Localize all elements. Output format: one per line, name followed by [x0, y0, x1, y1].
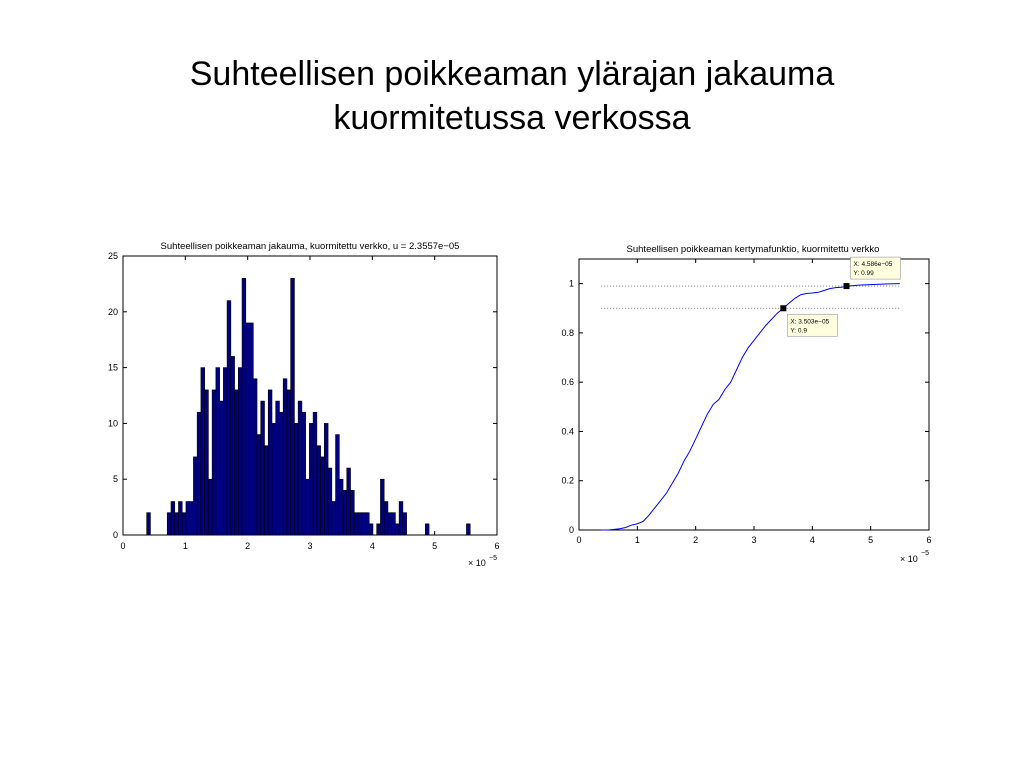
- histogram-bar: [399, 502, 403, 535]
- histogram-bar: [317, 446, 321, 535]
- histogram-bar: [175, 513, 179, 535]
- cdf-x-scale-base: × 10: [900, 554, 918, 564]
- histogram-bar: [279, 412, 283, 535]
- cdf-plot-area: [579, 259, 929, 530]
- histogram-bar: [242, 278, 246, 535]
- histogram-bar: [212, 390, 216, 535]
- histogram-bar: [190, 502, 194, 535]
- histogram-bar: [186, 502, 190, 535]
- cdf-datatip-marker[interactable]: [844, 283, 850, 289]
- histogram-bar: [216, 368, 220, 535]
- histogram-bar: [328, 468, 332, 535]
- cdf-y-tick-label: 0.4: [561, 426, 574, 437]
- histogram-bar: [287, 390, 291, 535]
- cdf-y-tick-label: 0.2: [561, 475, 574, 486]
- cdf-x-tick-label: 6: [926, 535, 932, 545]
- cdf-y-tick-label: 0.8: [561, 327, 574, 338]
- histogram-bar: [223, 368, 227, 535]
- histogram-bar: [347, 468, 351, 535]
- cdf-datatip-x-label: X: 3.503e−05: [790, 318, 830, 326]
- histogram-bar: [354, 513, 358, 535]
- histogram-bar: [358, 513, 362, 535]
- histogram-bar: [365, 513, 369, 535]
- histogram-bar: [324, 423, 328, 535]
- cdf-y-tick-label: 0.6: [561, 377, 574, 388]
- histogram-bar: [147, 513, 151, 535]
- histogram-bar: [466, 524, 470, 535]
- histogram-bar: [208, 479, 212, 535]
- cdf-y-tick-label: 1: [568, 278, 574, 289]
- histogram-bar: [276, 401, 280, 535]
- histogram-bar: [384, 502, 388, 535]
- histogram-bar: [197, 412, 201, 535]
- histogram-bar: [201, 368, 205, 535]
- histogram-bar: [332, 502, 336, 535]
- histogram-bar: [369, 524, 373, 535]
- histogram-bar: [343, 490, 347, 535]
- histogram-bar: [227, 301, 231, 535]
- histogram-bar: [291, 278, 295, 535]
- histogram-bar: [313, 412, 317, 535]
- histogram-bar: [362, 513, 366, 535]
- histogram-bar: [403, 513, 407, 535]
- cdf-y-tick-label: 0: [568, 525, 574, 535]
- histogram-bar: [178, 502, 182, 535]
- cdf-datatip-x-label: X: 4.586e−05: [853, 261, 893, 269]
- histogram-x-tick-label: 5: [432, 541, 438, 551]
- cdf-datatip-y-label: Y: 0.99: [853, 270, 874, 278]
- cdf-datatip-y-label: Y: 0.9: [790, 327, 807, 335]
- histogram-x-tick-label: 4: [369, 541, 375, 551]
- cdf-x-tick-label: 2: [693, 535, 699, 545]
- histogram-bar: [246, 323, 250, 535]
- histogram-bar: [264, 446, 268, 535]
- histogram-bar: [182, 513, 186, 535]
- histogram-bar: [171, 502, 175, 535]
- histogram-bar: [283, 379, 287, 535]
- histogram-y-tick-label: 0: [112, 530, 118, 540]
- histogram-x-tick-label: 3: [307, 541, 313, 551]
- histogram-bar: [193, 457, 197, 535]
- histogram-y-tick-label: 20: [107, 306, 118, 317]
- cdf-x-tick-label: 1: [634, 535, 640, 545]
- cdf-x-tick-label: 5: [868, 535, 874, 545]
- histogram-x-scale-exponent: −5: [489, 555, 497, 562]
- histogram-bar: [257, 435, 261, 535]
- histogram-y-tick-label: 5: [112, 474, 118, 485]
- cdf-x-tick-label: 0: [576, 535, 582, 545]
- histogram-bar: [298, 401, 302, 535]
- histogram-x-tick-label: 2: [245, 541, 251, 551]
- histogram-bar: [235, 390, 239, 535]
- histogram-bar: [336, 435, 340, 535]
- histogram-chart: [108, 241, 500, 568]
- histogram-bar: [309, 423, 313, 535]
- histogram-title: Suhteellisen poikkeaman jakauma, kuormitettu verkko, u = 2.3557e−05: [160, 241, 460, 252]
- histogram-bar: [351, 490, 355, 535]
- histogram-bar: [220, 401, 224, 535]
- histogram-bar: [395, 524, 399, 535]
- histogram-y-tick-label: 15: [107, 362, 118, 373]
- cdf-x-tick-label: 4: [809, 535, 815, 545]
- histogram-x-tick-label: 6: [494, 541, 500, 551]
- histogram-y-tick-label: 10: [107, 418, 118, 429]
- histogram-bar: [302, 412, 306, 535]
- histogram-bar: [425, 524, 429, 535]
- cdf-x-tick-label: 3: [751, 535, 757, 545]
- histogram-y-tick-label: 25: [107, 251, 118, 261]
- histogram-bar: [238, 368, 242, 535]
- histogram-bar: [261, 401, 265, 535]
- histogram-bar: [231, 356, 235, 535]
- histogram-bar: [294, 423, 298, 535]
- histogram-bar: [268, 390, 272, 535]
- histogram-bar: [377, 524, 381, 535]
- histogram-bar: [321, 457, 325, 535]
- histogram-bar: [306, 479, 310, 535]
- cdf-title: Suhteellisen poikkeaman kertymafunktio, kuormitettu verkko: [626, 244, 880, 255]
- histogram-x-tick-label: 0: [120, 541, 126, 551]
- histogram-bar: [253, 379, 257, 535]
- cdf-chart: [561, 244, 931, 564]
- histogram-x-scale-base: × 10: [468, 558, 486, 568]
- cdf-x-scale-exponent: −5: [921, 550, 929, 557]
- histogram-bar: [250, 323, 254, 535]
- histogram-bar: [380, 479, 384, 535]
- histogram-bar: [339, 479, 343, 535]
- histogram-x-tick-label: 1: [182, 541, 188, 551]
- histogram-bar: [272, 423, 276, 535]
- slide-title-line-2: kuormitetussa verkossa: [333, 99, 691, 137]
- histogram-bar: [388, 513, 392, 535]
- cdf-datatip-marker[interactable]: [780, 305, 786, 311]
- histogram-bar: [205, 390, 209, 535]
- histogram-bar: [392, 513, 396, 535]
- slide-title-line-1: Suhteellisen poikkeaman ylärajan jakauma: [189, 55, 835, 93]
- histogram-bar: [167, 513, 171, 535]
